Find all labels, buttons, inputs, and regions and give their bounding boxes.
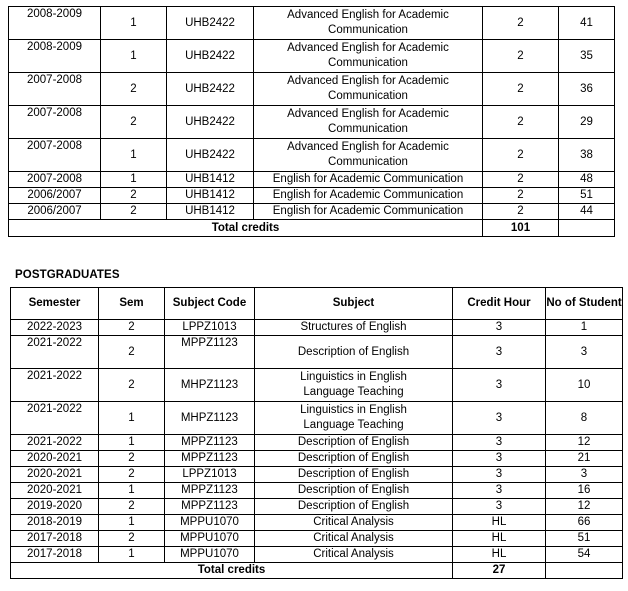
credit-cell: 2 (483, 139, 559, 172)
subject-code-cell: UHB2422 (167, 7, 254, 40)
header-subject: Subject (255, 288, 453, 320)
subject-cell: Critical Analysis (255, 515, 453, 531)
table-row (9, 204, 615, 220)
semester-cell: 2006/2007 (9, 204, 101, 220)
subject-code-cell: UHB2422 (167, 40, 254, 73)
semester-cell: 2007-2008 (9, 139, 101, 172)
subject-cell: Advanced English for Academic Communication (254, 73, 483, 106)
sem-cell: 1 (101, 40, 167, 73)
subject-code-cell: MPPZ1123 (165, 483, 255, 499)
empty-cell (546, 563, 623, 579)
students-cell: 1 (546, 320, 623, 336)
subject-cell: Description of English (255, 435, 453, 451)
subject-code-cell: UHB1412 (167, 172, 254, 188)
sem-cell: 2 (99, 336, 165, 369)
credit-cell: 3 (453, 451, 546, 467)
sem-cell: 2 (99, 320, 165, 336)
sem-cell: 1 (101, 172, 167, 188)
semester-cell: 2021-2022 (11, 336, 99, 369)
header-subject-code: Subject Code (165, 288, 255, 320)
table-row (11, 467, 623, 483)
empty-cell (559, 220, 615, 237)
semester-cell: 2008-2009 (9, 7, 101, 40)
table-row (11, 435, 623, 451)
semester-cell: 2017-2018 (11, 531, 99, 547)
sem-cell: 1 (99, 515, 165, 531)
subject-code-cell: UHB2422 (167, 106, 254, 139)
credit-cell: 2 (483, 73, 559, 106)
semester-cell: 2007-2008 (9, 73, 101, 106)
credit-cell: 3 (453, 435, 546, 451)
credit-cell: HL (453, 547, 546, 563)
subject-code-cell: MHPZ1123 (165, 402, 255, 435)
subject-cell: English for Academic Communication (254, 204, 483, 220)
table-row (9, 172, 615, 188)
subject-cell: Critical Analysis (255, 547, 453, 563)
section-title: POSTGRADUATES (15, 269, 120, 281)
subject-cell: Structures of English (255, 320, 453, 336)
sem-cell: 2 (99, 451, 165, 467)
students-cell: 54 (546, 547, 623, 563)
credit-cell: 2 (483, 7, 559, 40)
table-row (9, 106, 615, 139)
subject-cell: Critical Analysis (255, 531, 453, 547)
subject-cell: Advanced English for Academic Communication (254, 40, 483, 73)
sem-cell: 1 (99, 402, 165, 435)
sem-cell: 2 (101, 106, 167, 139)
sem-cell: 2 (99, 531, 165, 547)
credit-cell: 3 (453, 320, 546, 336)
students-cell: 41 (559, 7, 615, 40)
header-semester: Semester (11, 288, 99, 320)
sem-cell: 1 (101, 139, 167, 172)
semester-cell: 2021-2022 (11, 435, 99, 451)
students-cell: 3 (546, 467, 623, 483)
total-credits-label: Total credits (9, 220, 483, 237)
subject-cell: Advanced English for Academic Communication (254, 139, 483, 172)
sem-cell: 1 (99, 547, 165, 563)
semester-cell: 2022-2023 (11, 320, 99, 336)
header-credit-hour: Credit Hour (453, 288, 546, 320)
subject-code-cell: UHB1412 (167, 188, 254, 204)
semester-cell: 2020-2021 (11, 451, 99, 467)
students-cell: 12 (546, 435, 623, 451)
subject-cell: English for Academic Communication (254, 188, 483, 204)
students-cell: 12 (546, 499, 623, 515)
total-row (9, 220, 615, 237)
sem-cell: 2 (101, 73, 167, 106)
credit-cell: 3 (453, 402, 546, 435)
subject-code-cell: MPPU1070 (165, 515, 255, 531)
credit-cell: 3 (453, 336, 546, 369)
table-row (11, 547, 623, 563)
sem-cell: 2 (99, 467, 165, 483)
table-row (9, 139, 615, 172)
subject-code-cell: UHB2422 (167, 139, 254, 172)
students-cell: 35 (559, 40, 615, 73)
semester-cell: 2020-2021 (11, 483, 99, 499)
sem-cell: 1 (99, 435, 165, 451)
subject-code-cell: UHB2422 (167, 73, 254, 106)
credit-cell: 2 (483, 106, 559, 139)
credit-cell: 2 (483, 204, 559, 220)
credit-cell: 3 (453, 369, 546, 402)
subject-cell: English for Academic Communication (254, 172, 483, 188)
subject-cell: Description of English (255, 467, 453, 483)
sem-cell: 2 (99, 499, 165, 515)
table-row (11, 336, 623, 369)
table-row (11, 515, 623, 531)
students-cell: 36 (559, 73, 615, 106)
students-cell: 3 (546, 336, 623, 369)
subject-code-cell: MPPZ1123 (165, 336, 255, 369)
total-credits-value: 27 (453, 563, 546, 579)
header-sem: Sem (99, 288, 165, 320)
students-cell: 44 (559, 204, 615, 220)
table-row (11, 531, 623, 547)
credit-cell: 3 (453, 483, 546, 499)
semester-cell: 2021-2022 (11, 369, 99, 402)
total-credits-value: 101 (483, 220, 559, 237)
table-row (9, 7, 615, 40)
table-row (11, 369, 623, 402)
subject-code-cell: MPPZ1123 (165, 451, 255, 467)
table-row (11, 451, 623, 467)
semester-cell: 2019-2020 (11, 499, 99, 515)
semester-cell: 2021-2022 (11, 402, 99, 435)
students-cell: 16 (546, 483, 623, 499)
credit-cell: 2 (483, 172, 559, 188)
subject-code-cell: MPPU1070 (165, 531, 255, 547)
subject-code-cell: LPPZ1013 (165, 320, 255, 336)
subject-code-cell: LPPZ1013 (165, 467, 255, 483)
semester-cell: 2020-2021 (11, 467, 99, 483)
table-row (11, 483, 623, 499)
table-row (11, 499, 623, 515)
table-row (9, 188, 615, 204)
subject-cell: Description of English (255, 499, 453, 515)
sem-cell: 2 (101, 204, 167, 220)
students-cell: 51 (559, 188, 615, 204)
sem-cell: 1 (101, 7, 167, 40)
subject-cell: Linguistics in English Language Teaching (255, 402, 453, 435)
credit-cell: 3 (453, 467, 546, 483)
subject-cell: Advanced English for Academic Communication (254, 7, 483, 40)
table-row (9, 40, 615, 73)
semester-cell: 2008-2009 (9, 40, 101, 73)
subject-cell: Description of English (255, 451, 453, 467)
semester-cell: 2006/2007 (9, 188, 101, 204)
subject-code-cell: MPPU1070 (165, 547, 255, 563)
postgraduate-table (10, 287, 623, 579)
semester-cell: 2017-2018 (11, 547, 99, 563)
total-row (11, 563, 623, 579)
total-credits-label: Total credits (11, 563, 453, 579)
students-cell: 21 (546, 451, 623, 467)
table-row (11, 320, 623, 336)
students-cell: 38 (559, 139, 615, 172)
students-cell: 8 (546, 402, 623, 435)
sem-cell: 2 (101, 188, 167, 204)
table-row (11, 402, 623, 435)
subject-cell: Description of English (255, 336, 453, 369)
students-cell: 10 (546, 369, 623, 402)
credit-cell: HL (453, 515, 546, 531)
students-cell: 48 (559, 172, 615, 188)
credit-cell: 2 (483, 188, 559, 204)
subject-code-cell: MHPZ1123 (165, 369, 255, 402)
students-cell: 51 (546, 531, 623, 547)
semester-cell: 2007-2008 (9, 106, 101, 139)
subject-code-cell: MPPZ1123 (165, 435, 255, 451)
sem-cell: 1 (99, 483, 165, 499)
subject-cell: Linguistics in English Language Teaching (255, 369, 453, 402)
table-row (9, 73, 615, 106)
semester-cell: 2007-2008 (9, 172, 101, 188)
sem-cell: 2 (99, 369, 165, 402)
subject-code-cell: UHB1412 (167, 204, 254, 220)
header-row (11, 288, 623, 320)
subject-cell: Advanced English for Academic Communication (254, 106, 483, 139)
credit-cell: HL (453, 531, 546, 547)
credit-cell: 2 (483, 40, 559, 73)
students-cell: 66 (546, 515, 623, 531)
header-no-of-student: No of Student (546, 288, 623, 320)
subject-code-cell: MPPZ1123 (165, 499, 255, 515)
credit-cell: 3 (453, 499, 546, 515)
students-cell: 29 (559, 106, 615, 139)
undergraduate-table (8, 6, 615, 237)
subject-cell: Description of English (255, 483, 453, 499)
semester-cell: 2018-2019 (11, 515, 99, 531)
